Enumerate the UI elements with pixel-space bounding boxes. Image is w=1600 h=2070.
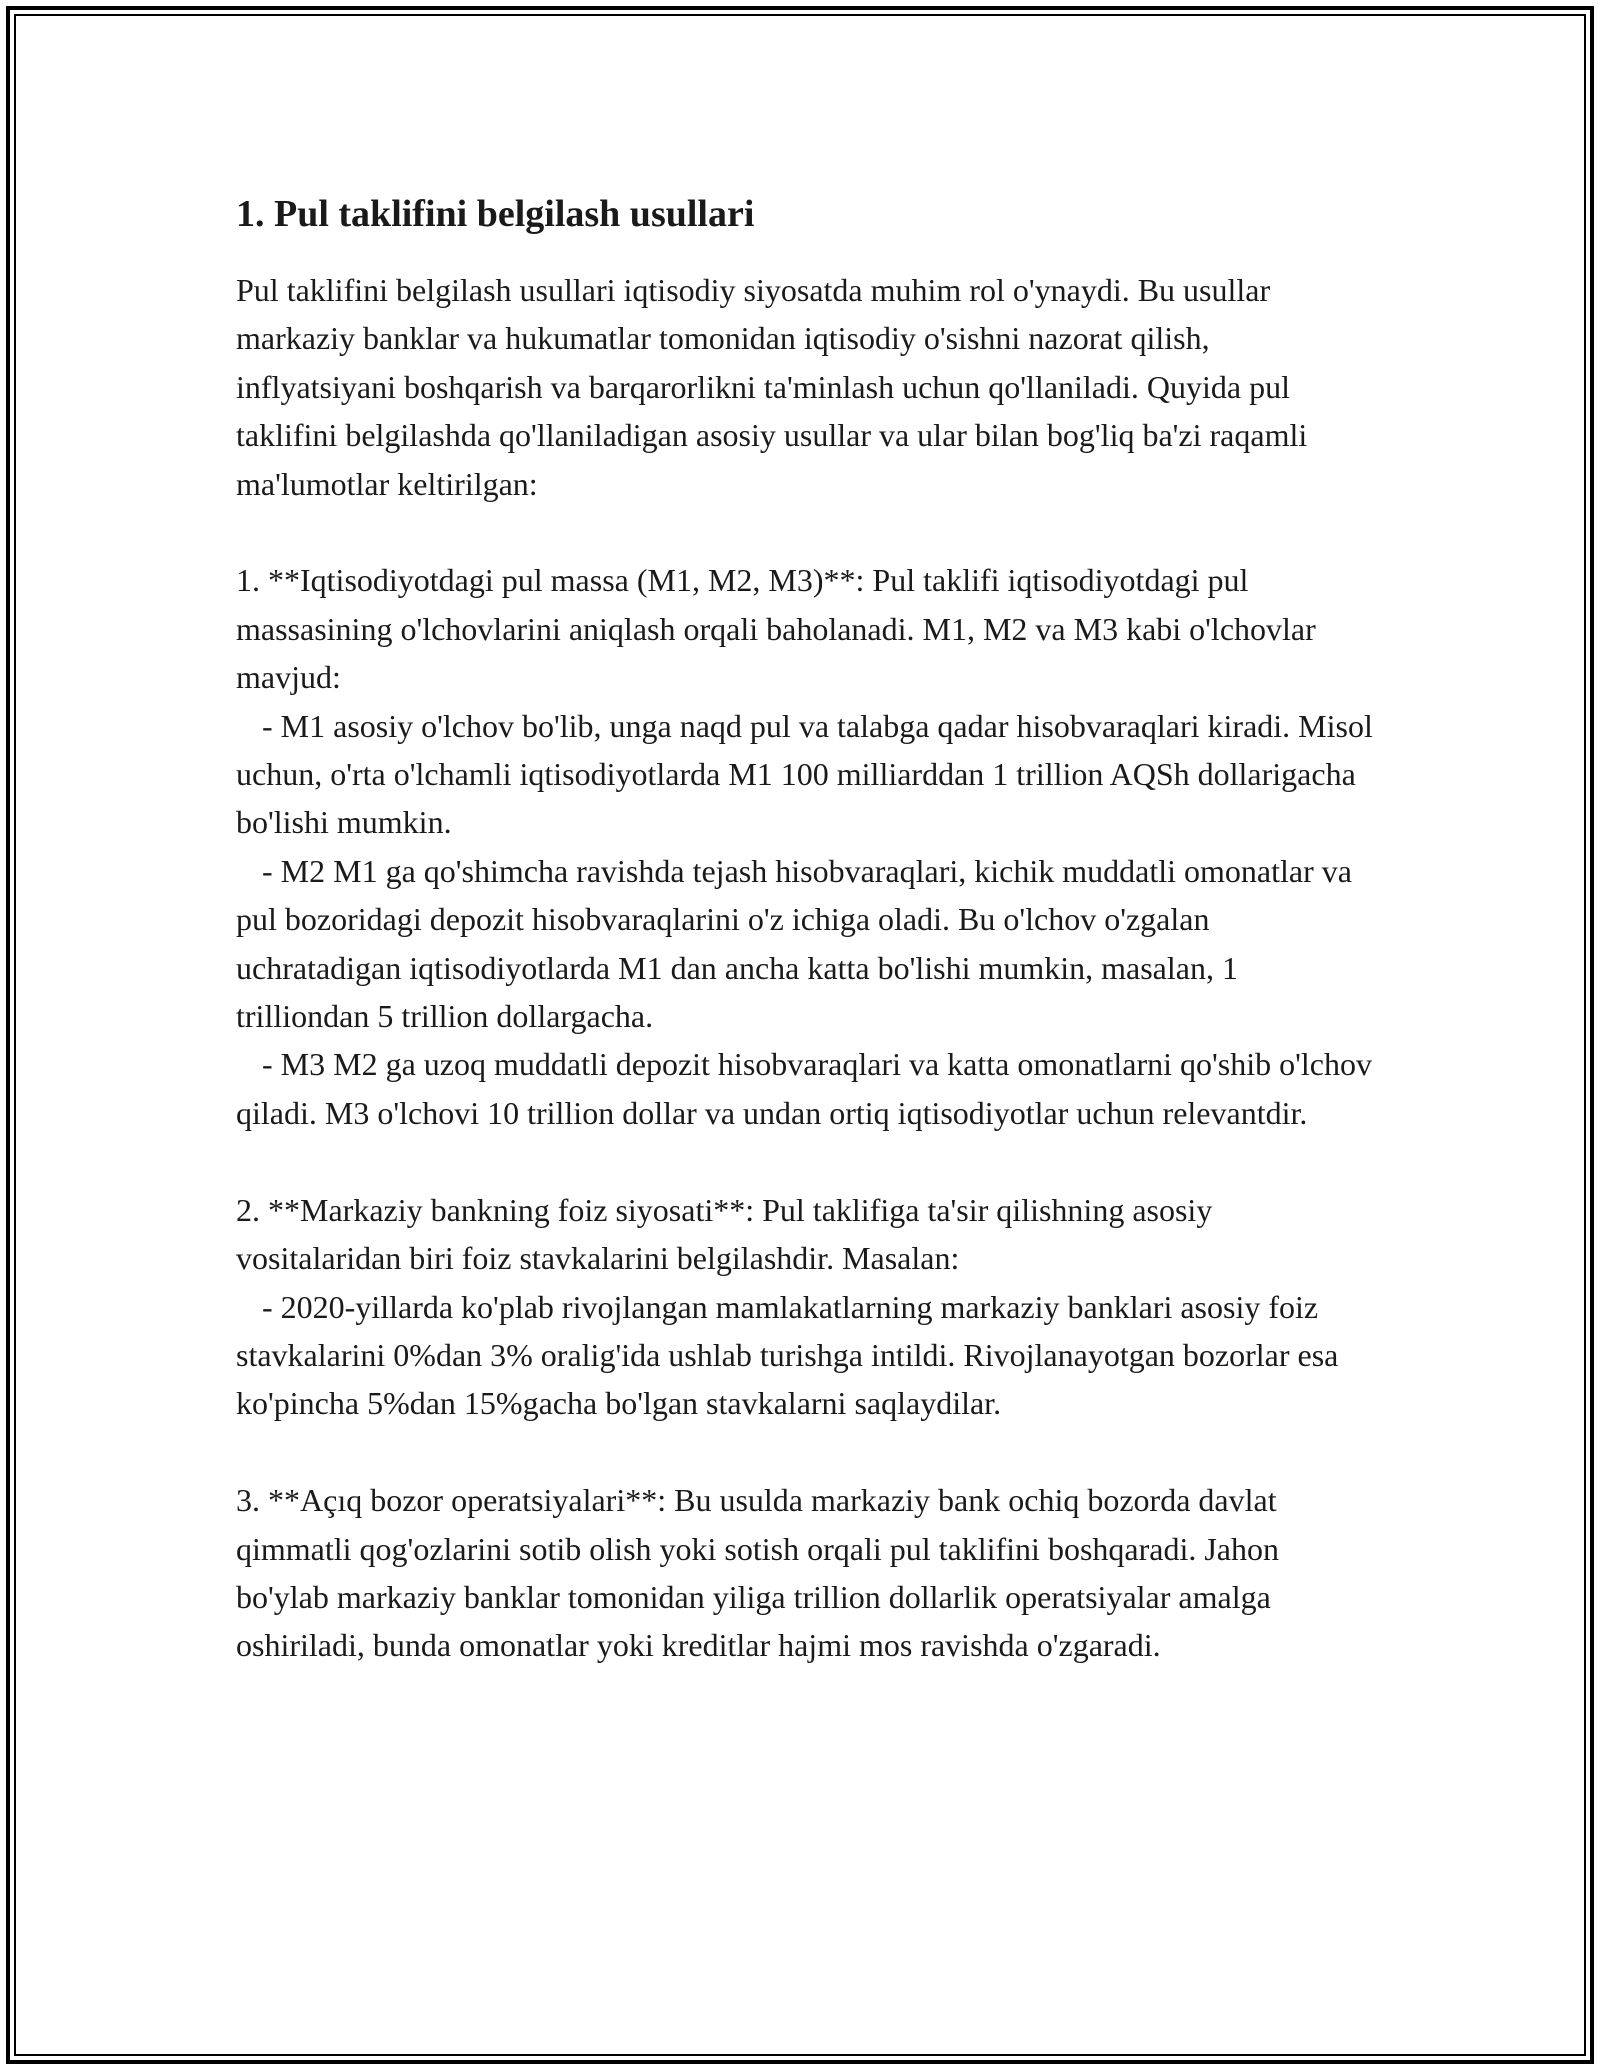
- method-3-lead: 3. **Açıq bozor operatsiyalari**: Bu usulda markaziy bank ochiq bozorda davlat qimmatli qog'ozlarini sotib olish yoki sotish orqali pul taklifini boshqaradi. Jahon bo'ylab markaziy banklar tomonidan yiliga trillion dollarlik operatsiyalar amalga oshiriladi, bunda omonatlar yoki kreditlar hajmi mos ravishda o'zgaradi.: [236, 1482, 1279, 1664]
- method-1-block: [236, 556, 1376, 1137]
- method-1-item-m1: [236, 702, 1376, 847]
- method-1-lead: 1. **Iqtisodiyotdagi pul massa (M1, M2, M3)**: Pul taklifi iqtisodiyotdagi pul massasining o'lchovlarini aniqlash orqali baholanadi. M1, M2 va M3 kabi o'lchovlar mavjud:: [236, 562, 1316, 696]
- method-2-lead: 2. **Markaziy bankning foiz siyosati**: Pul taklifiga ta'sir qilishning asosiy vositalaridan biri foiz stavkalarini belgilashdir. Masalan:: [236, 1191, 1213, 1277]
- method-2-block: [236, 1186, 1376, 1428]
- method-1-item-m2-text: - M2 M1 ga qo'shimcha ravishda tejash hisobvaraqlari, kichik muddatli omonatlar va pul bozoridagi depozit hisobvaraqlarini o'z ichiga oladi. Bu o'lchov o'zgalan uchratadigan iqtisodiyotlarda M1 dan ancha katta bo'lishi mumkin, masalan, 1 trilliondan 5 trillion dollargacha.: [236, 852, 1352, 1035]
- method-1-item-m1-text: - M1 asosiy o'lchov bo'lib, unga naqd pul va talabga qadar hisobvaraqlari kiradi. Misol uchun, o'rta o'lchamli iqtisodiyotlarda M1 100 milliarddan 1 trillion AQSh dollarigacha bo'lishi mumkin.: [236, 707, 1373, 841]
- paragraph-spacer: [236, 1428, 1376, 1476]
- list-indent: [236, 1289, 262, 1325]
- method-1-item-m2: [236, 847, 1376, 1041]
- intro-paragraph: Pul taklifini belgilash usullari iqtisodiy siyosatda muhim rol o'ynaydi. Bu usullar markaziy banklar va hukumatlar tomonidan iqtisodiy o'sishni nazorat qilish, inflyatsiyani boshqarish va barqarorlikni ta'minlash uchun qo'llaniladi. Quyida pul taklifini belgilashda qo'llaniladigan asosiy usullar va ular bilan bog'liq ba'zi raqamli ma'lumotlar keltirilgan:: [236, 272, 1308, 502]
- method-1-item-m3: [236, 1040, 1376, 1137]
- paragraph-spacer: [236, 1137, 1376, 1185]
- list-indent: [236, 1046, 262, 1082]
- method-2-item-rates-text: - 2020-yillarda ko'plab rivojlangan mamlakatlarning markaziy banklari asosiy foiz stavkalarini 0%dan 3% oralig'ida ushlab turishga intildi. Rivojlanayotgan bozorlar esa ko'pincha 5%dan 15%gacha bo'lgan stavkalarni saqlaydilar.: [236, 1288, 1339, 1422]
- paragraph-spacer: [236, 508, 1376, 556]
- method-1-item-m3-text: - M3 M2 ga uzoq muddatli depozit hisobvaraqlari va katta omonatlarni qo'shib o'lchov qiladi. M3 o'lchovi 10 trillion dollar va undan ortiq iqtisodiyotlar uchun relevantdir.: [236, 1046, 1372, 1131]
- method-3-block: [236, 1476, 1376, 1670]
- list-indent: [236, 708, 262, 744]
- method-2-item-rates: [236, 1283, 1376, 1428]
- document-body: [236, 186, 1376, 1670]
- section-heading: 1. Pul taklifini belgilash usullari: [236, 193, 755, 235]
- list-indent: [236, 853, 262, 889]
